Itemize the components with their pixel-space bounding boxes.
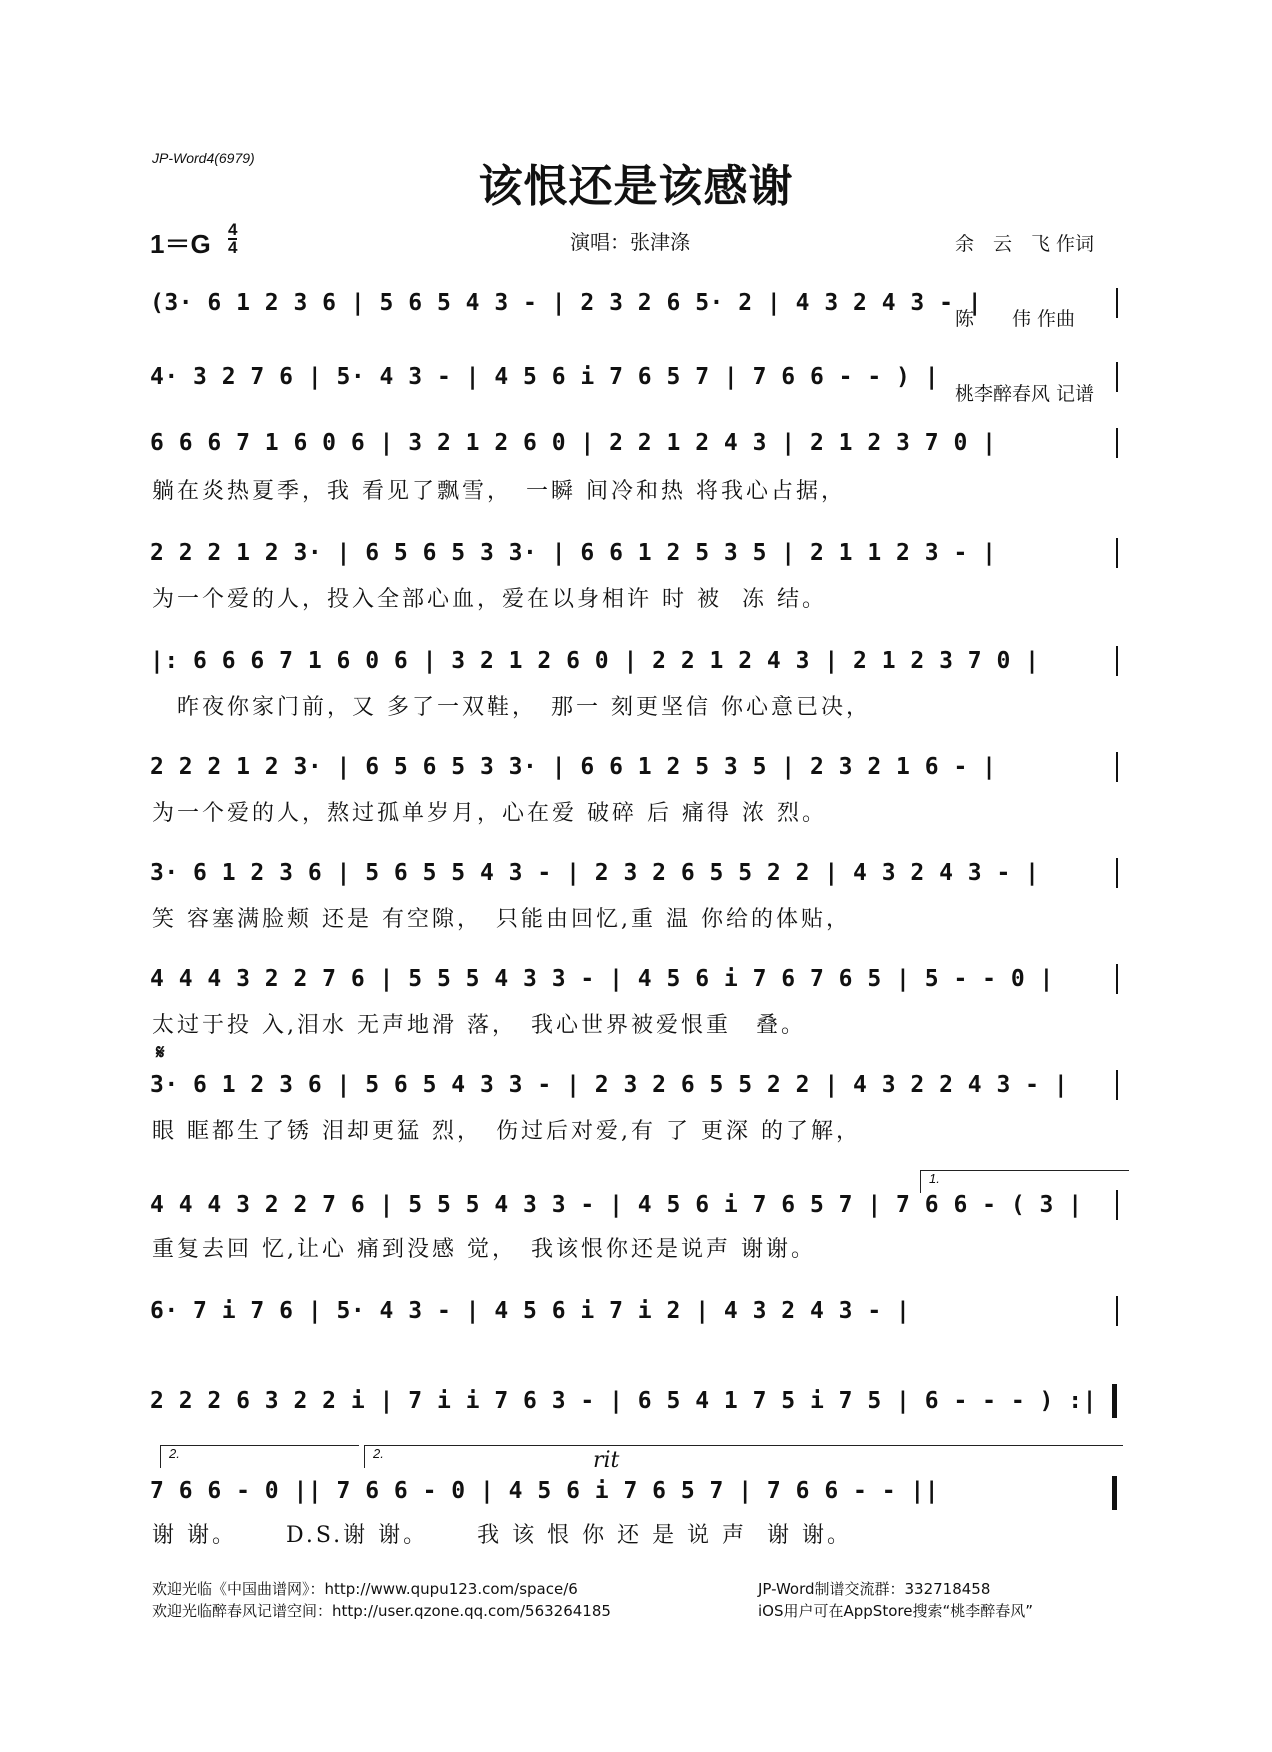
notation-row: 7 6 6 - 0 || 7 6 6 - 0 | 4 5 6 i 7 6 5 7 | 7 6 6 - - || (150, 1478, 940, 1504)
footer-site-link: 欢迎光临《中国曲谱网》：http://www.qupu123.com/space/6 (152, 1580, 578, 1598)
singer-label: 演唱：张津涤 (570, 230, 690, 254)
lyrics-row: 笑 容塞满脸颊 还是 有空隙， 只能由回忆,重 温 你给的体贴， (152, 907, 851, 932)
song-title: 该恨还是该感谢 (478, 161, 794, 212)
ritardando-marking: rit (593, 1448, 620, 1473)
credit-composer: 陈 伟 作曲 (955, 308, 1076, 330)
end-barline (1116, 362, 1118, 392)
end-barline (1116, 858, 1118, 888)
notation-row: 2 2 2 1 2 3· | 6 5 6 5 3 3· | 6 6 1 2 5 3 5 | 2 3 2 1 6 - | (150, 754, 997, 780)
notation-row: (3· 6 1 2 3 6 | 5 6 5 4 3 - | 2 3 2 6 5· 2 | 4 3 2 4 3 - | (150, 290, 983, 316)
repeat-end-barline (1112, 1384, 1117, 1418)
lyrics-row: 躺在炎热夏季，我 看见了飘雪， 一瞬 间冷和热 将我心占据， (152, 479, 846, 504)
lyrics-row: 太过于投 入,泪水 无声地滑 落， 我心世界被爱恨重 叠。 (152, 1013, 806, 1038)
end-barline (1116, 428, 1118, 458)
volta-label: 2. (373, 1446, 384, 1461)
lyrics-row: 眼 眶都生了锈 泪却更猛 烈， 伤过后对爱,有 了 更深 的了解， (152, 1119, 861, 1144)
end-barline (1116, 1070, 1118, 1100)
volta-bracket-1 (920, 1170, 1129, 1193)
notation-row: 6 6 6 7 1 6 0 6 | 3 2 1 2 6 0 | 2 2 1 2 4 3 | 2 1 2 3 7 0 | (150, 430, 997, 456)
lyrics-row: 重复去回 忆,让心 痛到没感 觉， 我该恨你还是说声 谢谢。 (152, 1237, 816, 1262)
volta-label: 2. (169, 1446, 180, 1461)
final-barline (1112, 1476, 1117, 1510)
volta-bracket-2a (160, 1445, 359, 1468)
lyrics-row: 为一个爱的人，熬过孤单岁月，心在爱 破碎 后 痛得 浓 烈。 (152, 801, 827, 826)
end-barline (1116, 1296, 1118, 1326)
footer-space-link: 欢迎光临醉春风记谱空间：http://user.qzone.qq.com/563264185 (152, 1602, 611, 1620)
notation-row: 3· 6 1 2 3 6 | 5 6 5 5 4 3 - | 2 3 2 6 5 5 2 2 | 4 3 2 4 3 - | (150, 860, 1040, 886)
segno-sign: 𝄋 (156, 1040, 165, 1064)
credit-lyricist: 余 云 飞 作词 (955, 233, 1095, 255)
notation-row: 2 2 2 1 2 3· | 6 5 6 5 3 3· | 6 6 1 2 5 3 5 | 2 1 1 2 3 - | (150, 540, 997, 566)
time-signature (228, 222, 237, 256)
notation-row: |: 6 6 6 7 1 6 0 6 | 3 2 1 2 6 0 | 2 2 1 2 4 3 | 2 1 2 3 7 0 | (150, 648, 1040, 674)
lyrics-row: 昨夜你家门前，又 多了一双鞋， 那一 刻更坚信 你心意已决， (152, 695, 871, 720)
notation-row: 6· 7 i 7 6 | 5· 4 3 - | 4 5 6 i 7 i 2 | 4 3 2 4 3 - | (150, 1298, 911, 1324)
key-signature: 1＝G (150, 229, 211, 259)
notation-row: 4· 3 2 7 6 | 5· 4 3 - | 4 5 6 i 7 6 5 7 | 7 6 6 - - ) | (150, 364, 940, 390)
volta-bracket-2b (364, 1445, 1123, 1468)
credit-transcriber: 桃李醉春风 记谱 (955, 383, 1095, 405)
end-barline (1116, 538, 1118, 568)
lyrics-row: 为一个爱的人，投入全部心血，爱在以身相许 时 被 冻 结。 (152, 587, 827, 612)
end-barline (1116, 964, 1118, 994)
lyrics-row: 谢 谢。 D.S.谢 谢。 我 该 恨 你 还 是 说 声 谢 谢。 (152, 1523, 853, 1548)
time-bottom: 4 (228, 238, 238, 257)
notation-row: 3· 6 1 2 3 6 | 5 6 5 4 3 3 - | 2 3 2 6 5 5 2 2 | 4 3 2 2 4 3 - | (150, 1072, 1069, 1098)
time-top: 4 (228, 220, 238, 239)
notation-row: 4 4 4 3 2 2 7 6 | 5 5 5 4 3 3 - | 4 5 6 i 7 6 5 7 | 7 6 6 - ( 3 | (150, 1192, 1083, 1218)
end-barline (1116, 1190, 1118, 1220)
footer-group-info: JP-Word制谱交流群：332718458 (758, 1580, 991, 1598)
volta-label: 1. (929, 1171, 940, 1186)
notation-row: 2 2 2 6 3 2 2 i | 7 i i 7 6 3 - | 6 5 4 1 7 5 i 7 5 | 6 - - - ) :| (150, 1388, 1097, 1414)
footer-ios-info: iOS用户可在AppStore搜索“桃李醉春风” (758, 1602, 1033, 1620)
notation-row: 4 4 4 3 2 2 7 6 | 5 5 5 4 3 3 - | 4 5 6 i 7 6 7 6 5 | 5 - - 0 | (150, 966, 1054, 992)
end-barline (1116, 752, 1118, 782)
end-barline (1116, 646, 1118, 676)
software-label: JP-Word4(6979) (152, 150, 255, 166)
end-barline (1116, 288, 1118, 318)
